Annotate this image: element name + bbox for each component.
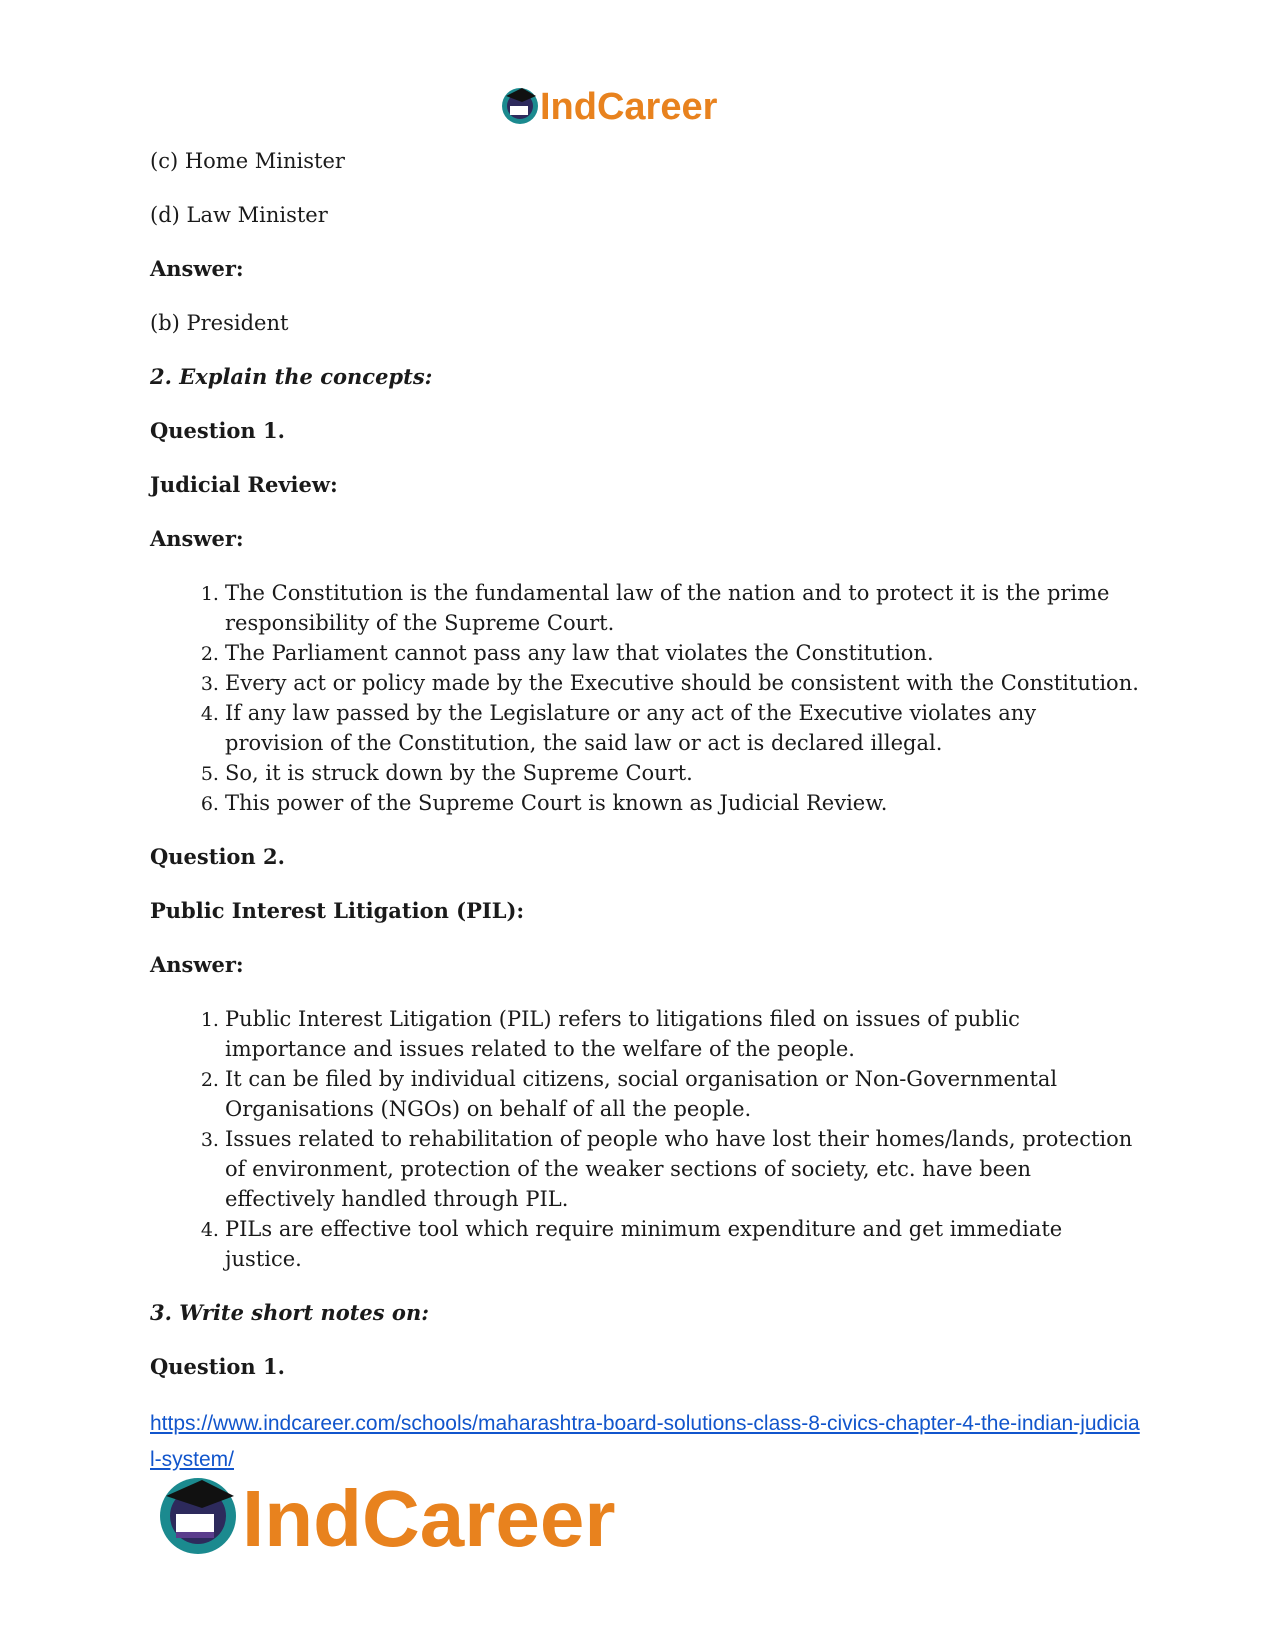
list-item: 4. If any law passed by the Legislature or any act of the Executive violates any provision of the Constitution, the said law or act is declared illegal. (225, 698, 1140, 758)
question-heading: Question 1. (150, 1354, 285, 1379)
graduation-cap-icon (502, 88, 538, 124)
list-item: 2. It can be filed by individual citizens, social organisation or Non-Governmental Organisations (NGOs) on behalf of all the people. (225, 1064, 1140, 1124)
answer-list (150, 1004, 1140, 1274)
answer-text: (b) President (150, 311, 289, 335)
list-item: 6. This power of the Supreme Court is known as Judicial Review. (225, 788, 1140, 818)
list-item: 3. Issues related to rehabilitation of people who have lost their homes/lands, protection of environment, protection of the weaker sections of society, etc. have been effectively handled through PIL. (225, 1124, 1140, 1214)
question-title: Public Interest Litigation (PIL): (150, 898, 525, 923)
list-item: 1. The Constitution is the fundamental law of the nation and to protect it is the prime responsibility of the Supreme Court. (225, 578, 1140, 638)
section-heading: 3. Write short notes on: (150, 1300, 429, 1325)
answer-list (150, 578, 1140, 818)
list-item: 1. Public Interest Litigation (PIL) refers to litigations filed on issues of public importance and issues related to the welfare of the people. (225, 1004, 1140, 1064)
document-body (150, 146, 1140, 1478)
graduation-cap-icon (160, 1478, 236, 1554)
footer-logo-text: IndCareer (242, 1474, 616, 1560)
section-heading: 2. Explain the concepts: (150, 364, 433, 389)
answer-heading: Answer: (150, 256, 244, 281)
list-item: 2. The Parliament cannot pass any law that violates the Constitution. (225, 638, 1140, 668)
question-title: Judicial Review: (150, 472, 338, 497)
question-heading: Question 1. (150, 418, 285, 443)
list-item: 3. Every act or policy made by the Executive should be consistent with the Constitution. (225, 668, 1140, 698)
option-d: (d) Law Minister (150, 203, 328, 227)
answer-heading: Answer: (150, 526, 244, 551)
answer-heading: Answer: (150, 952, 244, 977)
option-c: (c) Home Minister (150, 149, 345, 173)
list-item: 5. So, it is struck down by the Supreme Court. (225, 758, 1140, 788)
header-logo-text: IndCareer (540, 86, 718, 128)
footer-logo (158, 1470, 698, 1560)
header-logo (500, 82, 770, 128)
list-item: 4. PILs are effective tool which require minimum expenditure and get immediate justice. (225, 1214, 1140, 1274)
source-link[interactable]: https://www.indcareer.com/schools/maharashtra-board-solutions-class-8-civics-chapter-4-the-indian-judicial-system/ (150, 1412, 1140, 1471)
question-heading: Question 2. (150, 844, 285, 869)
